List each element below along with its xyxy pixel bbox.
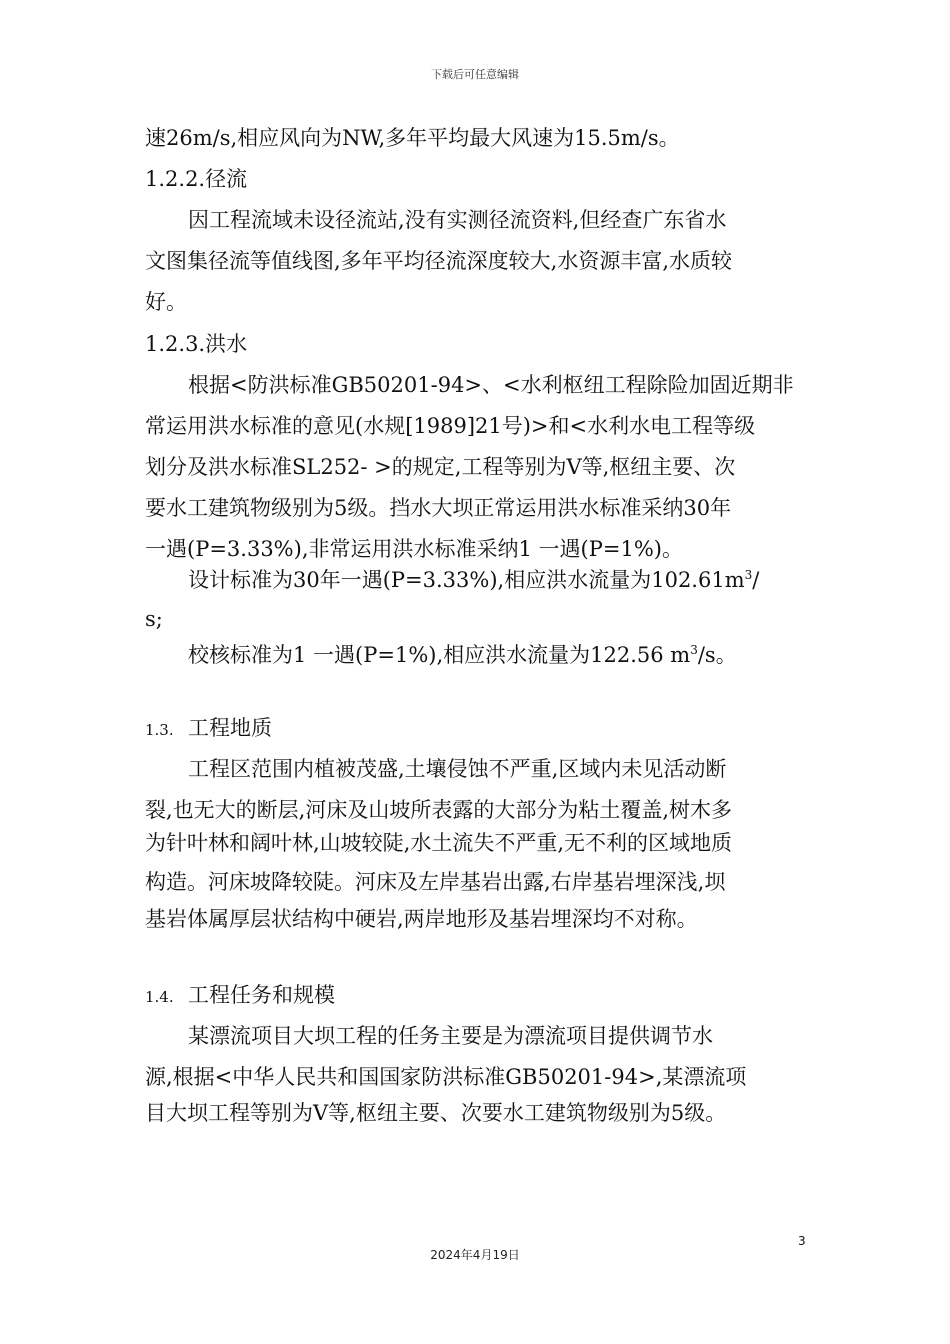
paragraph-line: 根据<防洪标准GB50201-94>、<水利枢纽工程除险加固近期非: [188, 373, 794, 397]
text-run: /s。: [697, 643, 737, 667]
paragraph-line: s;: [145, 607, 163, 631]
heading-1-2-3: 1.2.3.洪水: [145, 332, 248, 356]
paragraph-line: 划分及洪水标准SL252- >的规定,工程等别为Ⅴ等,枢纽主要、次: [145, 455, 736, 479]
paragraph-line: 源,根据<中华人民共和国国家防洪标准GB50201-94>,某漂流项: [145, 1065, 747, 1089]
heading-1-2-2: 1.2.2.径流: [145, 167, 248, 191]
paragraph-line: 常运用洪水标准的意见(水规[1989]21号)>和<水利水电工程等级: [145, 414, 756, 438]
paragraph-line: 目大坝工程等别为Ⅴ等,枢纽主要、次要水工建筑物级别为5级。: [145, 1101, 727, 1125]
page-footer-date: 2024年4月19日: [430, 1248, 520, 1262]
paragraph-line: 构造。河床坡降较陡。河床及左岸基岩出露,右岸基岩埋深浅,坝: [145, 870, 726, 894]
text-run: 校核标准为1 一遇(P=1%),相应洪水流量为122.56 m: [188, 643, 691, 667]
paragraph-line: 好。: [145, 290, 187, 314]
page-header: 下载后可任意编辑: [431, 68, 519, 81]
page-number: 3: [798, 1234, 806, 1248]
superscript: 3: [690, 643, 698, 657]
text-run: 设计标准为30年一遇(P=3.33%),相应洪水流量为102.61m: [188, 568, 745, 592]
superscript: 3: [744, 568, 753, 582]
paragraph-line: [188, 641, 737, 669]
paragraph-line: 速26m/s,相应风向为NW,多年平均最大风速为15.5m/s。: [145, 126, 680, 150]
paragraph-line: 工程区范围内植被茂盛,土壤侵蚀不严重,区域内未见活动断: [188, 757, 727, 781]
paragraph-line: 裂,也无大的断层,河床及山坡所表露的大部分为粘土覆盖,树木多: [145, 798, 733, 822]
section-title-1-4: 工程任务和规模: [188, 983, 335, 1007]
paragraph-line: [188, 566, 759, 594]
paragraph-line: 文图集径流等值线图,多年平均径流深度较大,水资源丰富,水质较: [145, 249, 733, 273]
section-number-1-4: 1.4.: [145, 988, 174, 1006]
section-number-1-3: 1.3.: [145, 721, 174, 739]
paragraph-line: 要水工建筑物级别为5级。挡水大坝正常运用洪水标准采纳30年: [145, 496, 732, 520]
section-title-1-3: 工程地质: [188, 716, 272, 740]
paragraph-line: 基岩体属厚层状结构中硬岩,两岸地形及基岩埋深均不对称。: [145, 907, 698, 931]
paragraph-line: 一遇(P=3.33%),非常运用洪水标准采纳1 一遇(P=1%)。: [145, 537, 683, 561]
text-run: /: [752, 568, 760, 592]
paragraph-line: 某漂流项目大坝工程的任务主要是为漂流项目提供调节水: [188, 1024, 713, 1048]
paragraph-line: 因工程流域未设径流站,没有实测径流资料,但经查广东省水: [188, 208, 727, 232]
paragraph-line: 为针叶林和阔叶林,山坡较陡,水土流失不严重,无不利的区域地质: [145, 831, 733, 855]
